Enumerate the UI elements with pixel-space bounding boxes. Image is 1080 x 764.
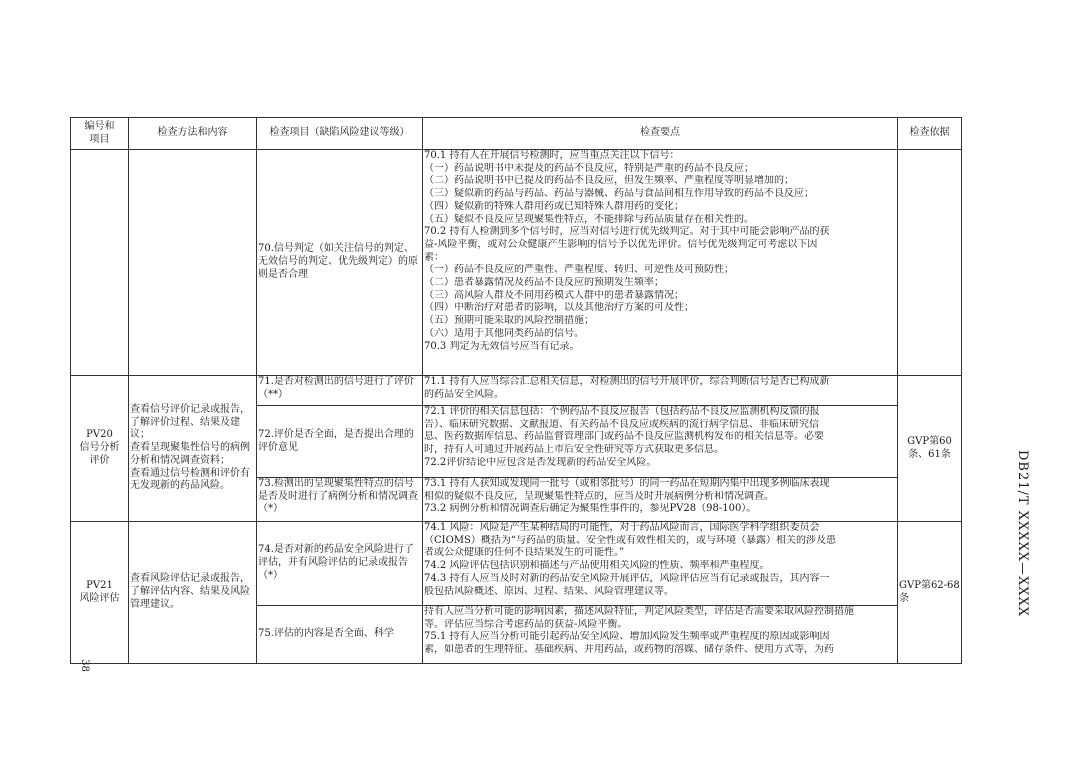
points-75: 持有人应当分析可能的影响因素，描述风险特征，判定风险类型，评估是否需要采取风险控制措施 等。评估应当综合考虑药品的获益-风险平衡。 75.1 持有人应当分析可能引起药品安全风险、增加风险发生频率或严重程度的原因或影响因 素，如患者的生理特征、基础疾病、并用药品，或药物的溶媒、储存条件、使用方式等，为药 xyxy=(423,606,898,664)
basis-cell-empty xyxy=(898,150,962,376)
item-75: 75.评估的内容是否全面、科学 xyxy=(257,606,423,664)
basis-pv20: GVP第60条、61条 xyxy=(898,376,962,522)
header-basis: 检查依据 xyxy=(898,118,962,150)
header-item: 检查项目（缺陷风险建议等级） xyxy=(257,118,423,150)
header-row xyxy=(71,118,962,150)
item-71: 71.是否对检测出的信号进行了评价（**） xyxy=(257,376,423,406)
document-number: DB21/T XXXXX—XXXX xyxy=(1015,450,1030,617)
header-method: 检查方法和内容 xyxy=(129,118,257,150)
code-pv20: PV20 信号分析 评价 xyxy=(71,376,129,522)
row-70 xyxy=(71,150,962,376)
method-pv20: 查看信号评价记录或报告，了解评价过程、结果及建议； 查看呈现聚集性信号的病例分析和情况调查资料； 查看通过信号检测和评价有无发现新的药品风险。 xyxy=(129,376,257,522)
item-70: 70.信号判定（如关注信号的判定、无效信号的判定、优先级判定）的原则是否合理 xyxy=(257,150,423,376)
header-points: 检查要点 xyxy=(423,118,898,150)
method-pv21: 查看风险评估记录或报告，了解评估内容、结果及风险管理建议。 xyxy=(129,522,257,664)
inspection-table xyxy=(70,117,962,664)
points-70: 70.1 持有人在开展信号检测时，应当重点关注以下信号： （一）药品说明书中未提及的药品不良反应，特别是严重的药品不良反应； （二）药品说明书中已提及的药品不良反应，但发生频率、严重程度等明显增加的； （三）疑似新的药品与药品、药品与器械、药品与食品间相互作用导致的药品不良反应； （四）疑似新的特殊人群用药或已知特殊人群用药的变化； （五）疑似不良反应呈现聚集性特点，不能排除与药品质量存在相关性的。 70.2 持有人检测到多个信号时，应当对信号进行优先级判定。对于其中可能会影响产品的获 益-风险平衡，或对公众健康产生影响的信号予以优先评价。信号优先级判定可考虑以下因 素： （一）药品不良反应的严重性、严重程度、转归、可逆性及可预防性； （二）患者暴露情况及药品不良反应的预期发生频率； （三）高风险人群及不同用药模式人群中的患者暴露情况； （四）中断治疗对患者的影响，以及其他治疗方案的可及性； （五）预期可能采取的风险控制措施； （六）适用于其他同类药品的信号。 70.3 判定为无效信号应当有记录。 xyxy=(423,150,898,376)
row-74 xyxy=(71,522,962,606)
page-number: 38 xyxy=(78,659,90,672)
points-73: 73.1 持有人获知或发现同一批号（或相邻批号）的同一药品在短期内集中出现多例临床表现 相似的疑似不良反应，呈现聚集性特点的，应当及时开展病例分析和情况调查。 73.2 病例分析和情况调查后确定为聚集性事件的，参见PV28（98-100）。 xyxy=(423,478,898,522)
header-code: 编号和 项目 xyxy=(71,118,129,150)
points-74: 74.1 风险：风险是产生某种结局的可能性，对于药品风险而言，国际医学科学组织委员会 （CIOMS）概括为“与药品的质量、安全性或有效性相关的，或与环境（暴露）相关的涉及患 者或公众健康的任何不良结果发生的可能性。” 74.2 风险评估包括识别和描述与产品使用相关风险的性质、频率和严重程度。 74.3 持有人应当及时对新的药品安全风险开展评估，风险评估应当有记录或报告，其内容一 般包括风险概述、原因、过程、结果、风险管理建议等。 xyxy=(423,522,898,606)
item-74: 74.是否对新的药品安全风险进行了评估，并有风险评估的记录或报告（*） xyxy=(257,522,423,606)
points-71: 71.1 持有人应当综合汇总相关信息，对检测出的信号开展评价，综合判断信号是否已构成新 的药品安全风险。 xyxy=(423,376,898,406)
item-72: 72.评价是否全面，是否提出合理的评价意见 xyxy=(257,406,423,478)
item-73: 73.检测出的呈现聚集性特点的信号是否及时进行了病例分析和情况调查（*） xyxy=(257,478,423,522)
basis-pv21: GVP第62-68条 xyxy=(898,522,962,664)
code-cell-empty xyxy=(71,150,129,376)
method-cell-empty xyxy=(129,150,257,376)
code-pv21: PV21 风险评估 xyxy=(71,522,129,664)
row-71 xyxy=(71,376,962,406)
points-72: 72.1 评价的相关信息包括：个例药品不良反应报告（包括药品不良反应监测机构反馈的报 告）、临床研究数据、文献报道、有关药品不良反应或疾病的流行病学信息、非临床研究信 息、医药数据库信息、药品监督管理部门或药品不良反应监测机构发布的相关信息等。必要 时，持有人可通过开展药品上市后安全性研究等方式获取更多信息。 72.2评价结论中应包含是否发现新的药品安全风险。 xyxy=(423,406,898,478)
